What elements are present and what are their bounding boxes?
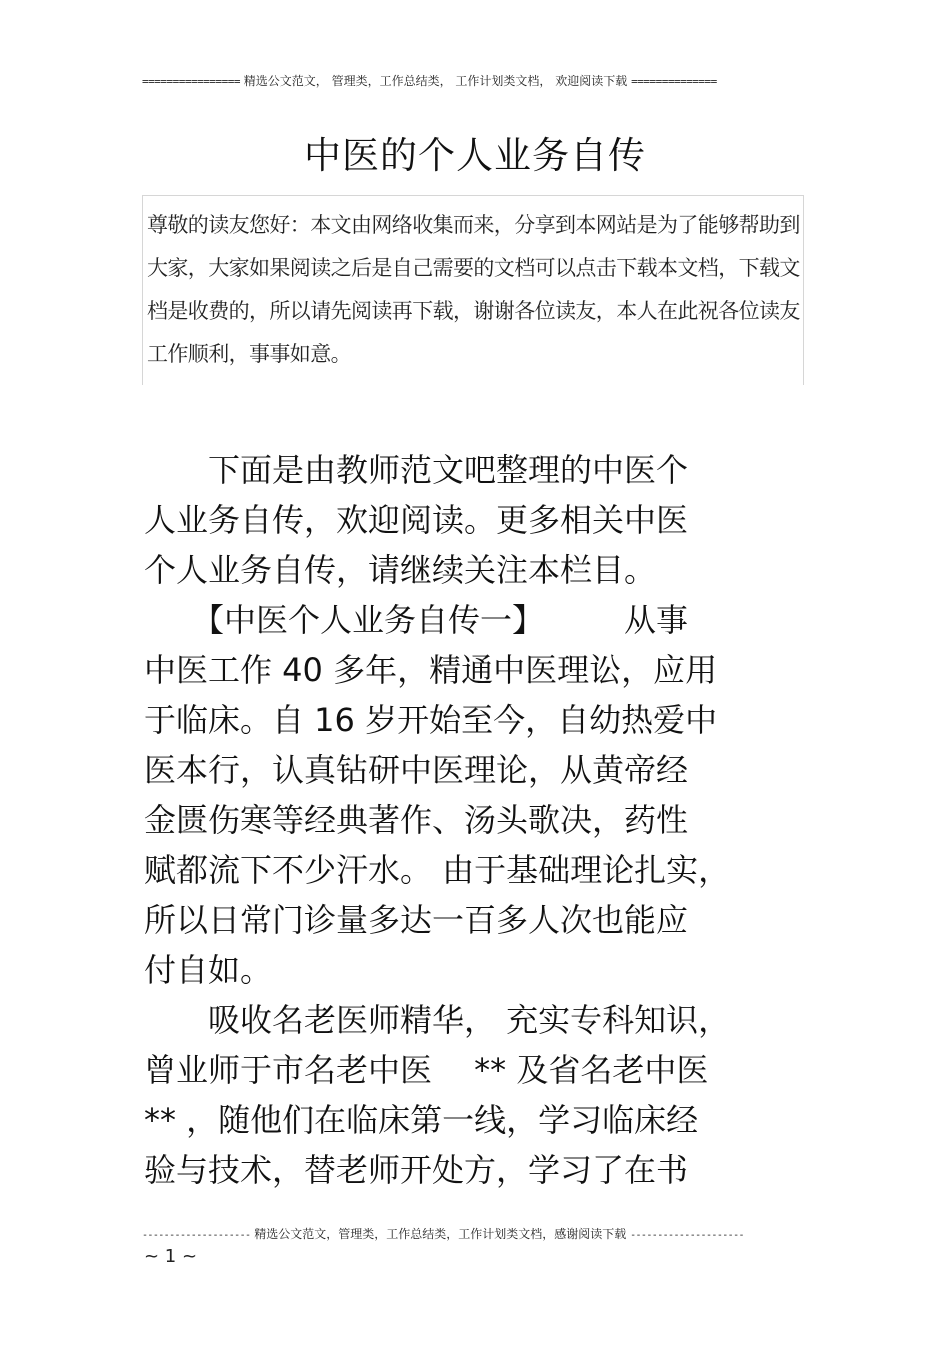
document-title: 中医的个人业务自传 bbox=[304, 134, 646, 177]
body-line: 所以日常门诊量多达一百多人次也能应 bbox=[144, 901, 689, 939]
body-line: 中医工作 40 多年，精通中医理讼，应用 bbox=[144, 651, 718, 689]
body-line: 付自如。 bbox=[144, 951, 273, 989]
body-line: ** ，随他们在临床第一线，学习临床经 bbox=[144, 1101, 699, 1139]
body-line: 吸收名老医师精华， 充实专科知识， bbox=[144, 1001, 731, 1039]
footer-text: 精选公文范文，管理类，工作总结类，工作计划类文档，感谢阅读下载 bbox=[254, 1227, 627, 1241]
body-line: 人业务自传，欢迎阅读。更多相关中医 bbox=[144, 501, 689, 539]
body-line: 金匮伤寒等经典著作、汤头歌决，药性 bbox=[144, 801, 689, 839]
body-line: 个人业务自传，请继续关注本栏目。 bbox=[144, 551, 657, 589]
footer-rule-left: -------------------- bbox=[142, 1230, 251, 1241]
page-footer bbox=[142, 1225, 802, 1245]
body-line: 医本行，认真钻研中医理论，从黄帝经 bbox=[144, 751, 689, 789]
page-number: ~ 1 ~ bbox=[144, 1246, 198, 1267]
reader-notice-text: 尊敬的读友您好：本文由网络收集而来，分享到本网站是为了能够帮助到大家，大家如果阅读之后是自己需要的文档可以点击下载本文档，下载文档是收费的，所以请先阅读再下载，谢谢各位读友，本人在此祝各位读友工作顺利，事事如意。 bbox=[147, 213, 800, 366]
header-rule-left: ================ bbox=[142, 75, 240, 88]
header-text: 精选公文范文， 管理类，工作总结类， 工作计划类文档， 欢迎阅读下载 bbox=[243, 74, 628, 88]
reader-notice-box bbox=[142, 195, 804, 385]
footer-rule-right: --------------------- bbox=[630, 1230, 744, 1241]
document-body bbox=[144, 445, 804, 1195]
body-line: 于临床。自 16 岁开始至今，自幼热爱中 bbox=[144, 701, 718, 739]
page-header bbox=[142, 72, 802, 91]
body-line: 验与技术，替老师开处方，学习了在书 bbox=[144, 1151, 689, 1189]
body-line: 下面是由教师范文吧整理的中医个 bbox=[144, 451, 689, 489]
body-line: 【中医个人业务自传一】 从事 bbox=[144, 601, 689, 639]
body-line: 曾业师于市名老中医 ** 及省名老中医 bbox=[144, 1051, 709, 1089]
header-rule-right: ============== bbox=[631, 75, 717, 88]
body-line: 赋都流下不少汗水。 由于基础理论扎实， bbox=[144, 851, 731, 889]
